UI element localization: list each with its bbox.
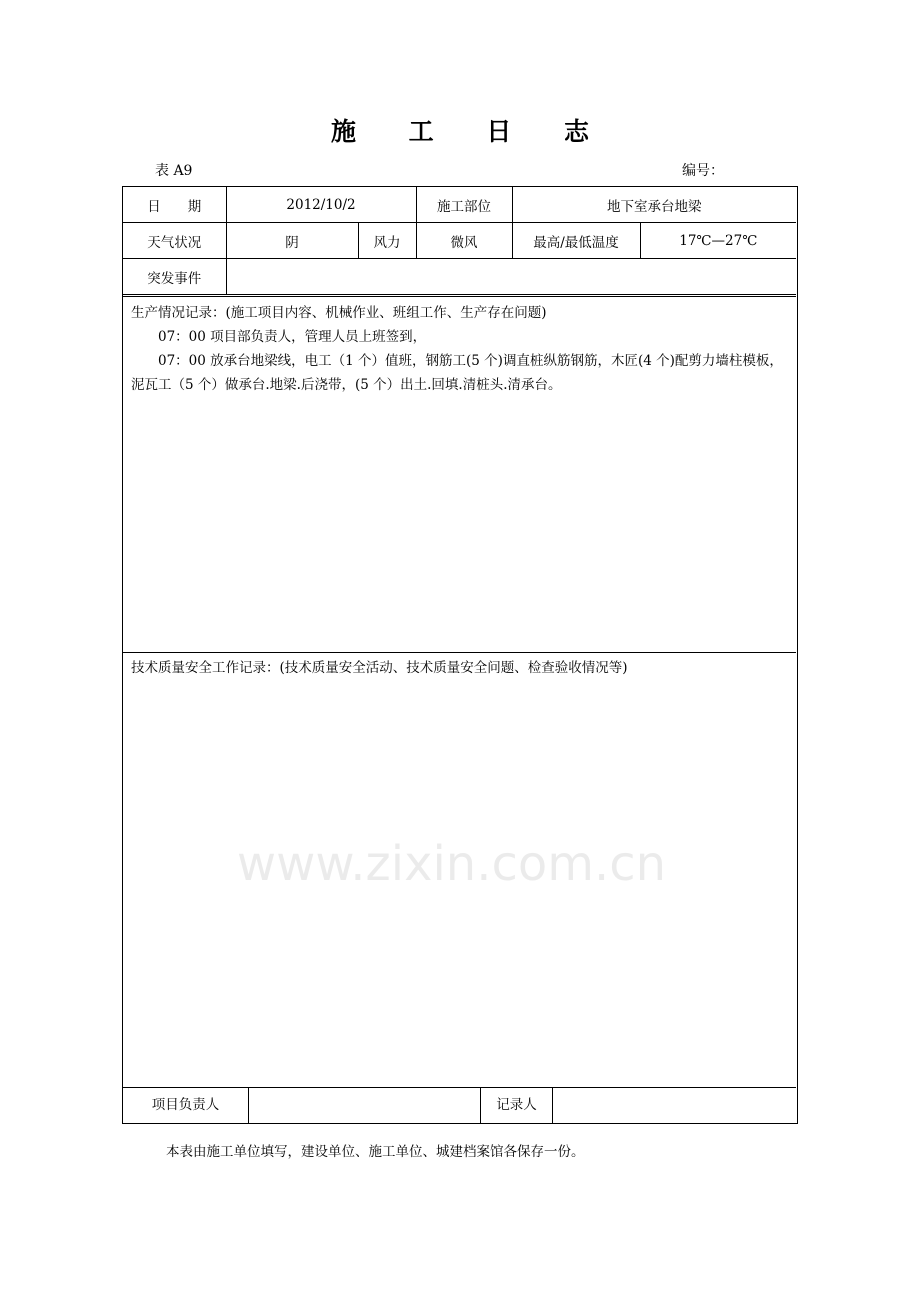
header-table <box>123 187 796 295</box>
page-title: 施 工 日 志 <box>330 117 612 146</box>
signature-row <box>123 1087 796 1123</box>
date-label: 日 期 <box>123 187 226 223</box>
watermark: www.zixin.com.cn <box>236 836 667 892</box>
manager-label: 项目负责人 <box>151 1097 220 1113</box>
date-value[interactable]: 2012/10/2 <box>226 187 416 223</box>
production-line: 07：00 项目部负责人，管理人员上班签到， <box>158 329 427 345</box>
footnote: 本表由施工单位填写，建设单位、施工单位、城建档案馆各保存一份。 <box>166 1144 585 1160</box>
emergency-value[interactable] <box>226 259 796 295</box>
recorder-signature-field[interactable] <box>553 1088 796 1123</box>
production-record-section[interactable] <box>123 296 796 652</box>
wind-value[interactable]: 微风 <box>416 223 512 259</box>
technical-record-section[interactable] <box>123 652 796 1087</box>
wind-label: 风力 <box>358 223 416 259</box>
weather-label: 天气状况 <box>123 223 226 259</box>
technical-heading: 技术质量安全工作记录：(技术质量安全活动、技术质量安全问题、检查验收情况等) <box>131 660 628 676</box>
temperature-value[interactable]: 17℃—27℃ <box>640 223 796 259</box>
manager-signature-field[interactable] <box>249 1088 480 1123</box>
weather-value[interactable]: 阴 <box>226 223 358 259</box>
production-heading: 生产情况记录：(施工项目内容、机械作业、班组工作、生产存在问题) <box>131 305 547 321</box>
recorder-label: 记录人 <box>496 1097 537 1113</box>
form-number: 表 A9 <box>155 163 193 179</box>
temperature-label: 最高/最低温度 <box>512 223 640 259</box>
emergency-row <box>123 259 796 295</box>
serial-number-label: 编号： <box>682 163 724 179</box>
location-value[interactable]: 地下室承台地梁 <box>512 187 796 223</box>
weather-row <box>123 223 796 259</box>
production-line: 07：00 放承台地梁线，电工（1 个）值班，钢筋工(5 个)调直桩纵筋钢筋，木匠(4 个)配剪力墙柱模板，泥瓦工（5 个）做承台.地梁.后浇带，(5 个）出土.回填.清桩头.清承台。 <box>131 353 783 393</box>
date-row <box>123 187 796 223</box>
location-label: 施工部位 <box>416 187 512 223</box>
emergency-label: 突发事件 <box>123 259 226 295</box>
construction-log-form <box>122 186 798 1124</box>
